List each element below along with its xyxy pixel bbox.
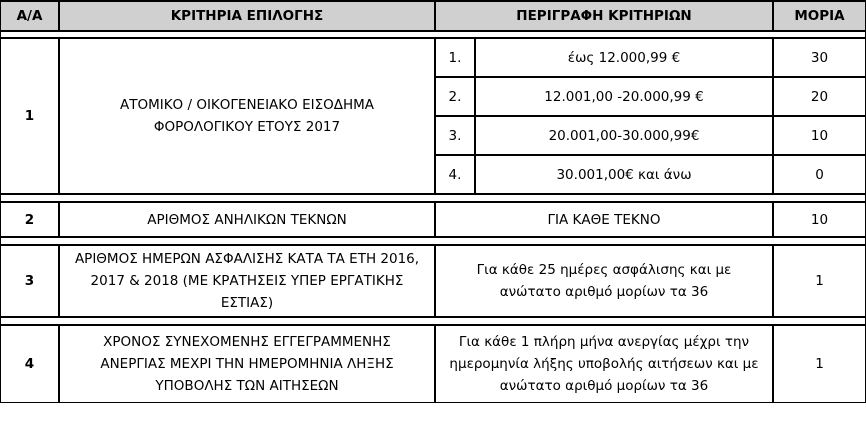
header-aa: Α/Α (0, 0, 59, 31)
row-2-desc: ΓΙΑ ΚΑΘΕ ΤΕΚΝΟ (435, 202, 773, 237)
table-row-3 (0, 245, 866, 317)
row-3-number: 3 (0, 245, 59, 317)
row-1-sub-3-points: 10 (773, 116, 866, 155)
row-3-criterion: ΑΡΙΘΜΟΣ ΗΜΕΡΩΝ ΑΣΦΑΛΙΣΗΣ ΚΑΤΑ ΤΑ ΕΤΗ 2016, 2017 & 2018 (ΜΕ ΚΡΑΤΗΣΕΙΣ ΥΠΕΡ ΕΡΓΑΤΙΚΗΣ ΕΣΤΙΑΣ) (59, 245, 435, 317)
row-1-number: 1 (0, 38, 59, 194)
row-1-sub-1-desc: έως 12.000,99 € (475, 38, 773, 77)
table-row-4 (0, 325, 866, 403)
row-gap (0, 317, 866, 325)
table-header-row (0, 0, 866, 31)
row-4-points: 1 (773, 325, 866, 403)
row-1-sub-4-points: 0 (773, 155, 866, 194)
row-1-sub-3-index: 3. (435, 116, 475, 155)
header-points: ΜΟΡΙΑ (773, 0, 866, 31)
row-4-number: 4 (0, 325, 59, 403)
row-1-sub-4-desc: 30.001,00€ και άνω (475, 155, 773, 194)
row-1-sub-2-points: 20 (773, 77, 866, 116)
row-2-points: 10 (773, 202, 866, 237)
row-4-desc: Για κάθε 1 πλήρη μήνα ανεργίας μέχρι την ημερομηνία λήξης υποβολής αιτήσεων και με ανώτατο αριθμό μορίων τα 36 (435, 325, 773, 403)
row-2-criterion: ΑΡΙΘΜΟΣ ΑΝΗΛΙΚΩΝ ΤΕΚΝΩΝ (59, 202, 435, 237)
row-1-criterion: ΑΤΟΜΙΚΟ / ΟΙΚΟΓΕΝΕΙΑΚΟ ΕΙΣΟΔΗΜΑ ΦΟΡΟΛΟΓΙΚΟΥ ΕΤΟΥΣ 2017 (59, 38, 435, 194)
row-3-points: 1 (773, 245, 866, 317)
row-1-sub-4-index: 4. (435, 155, 475, 194)
table-row-2 (0, 202, 866, 237)
row-3-desc: Για κάθε 25 ημέρες ασφάλισης και με ανώτατο αριθμό μορίων τα 36 (435, 245, 773, 317)
row-1-sub-3-desc: 20.001,00-30.000,99€ (475, 116, 773, 155)
row-1-sub-1-points: 30 (773, 38, 866, 77)
row-1-sub-1-index: 1. (435, 38, 475, 77)
row-gap (0, 194, 866, 202)
row-gap (0, 31, 866, 38)
row-2-number: 2 (0, 202, 59, 237)
row-gap (0, 237, 866, 245)
header-description: ΠΕΡΙΓΡΑΦΗ ΚΡΙΤΗΡΙΩΝ (435, 0, 773, 31)
row-4-criterion: ΧΡΟΝΟΣ ΣΥΝΕΧΟΜΕΝΗΣ ΕΓΓΕΓΡΑΜΜΕΝΗΣ ΑΝΕΡΓΙΑΣ ΜΕΧΡΙ ΤΗΝ ΗΜΕΡΟΜΗΝΙΑ ΛΗΞΗΣ ΥΠΟΒΟΛΗΣ ΤΩΝ ΑΙΤΗΣΕΩΝ (59, 325, 435, 403)
row-1-sub-2-desc: 12.001,00 -20.000,99 € (475, 77, 773, 116)
table-row-1 (0, 38, 866, 77)
header-criteria: ΚΡΙΤΗΡΙΑ ΕΠΙΛΟΓΗΣ (59, 0, 435, 31)
row-1-sub-2-index: 2. (435, 77, 475, 116)
